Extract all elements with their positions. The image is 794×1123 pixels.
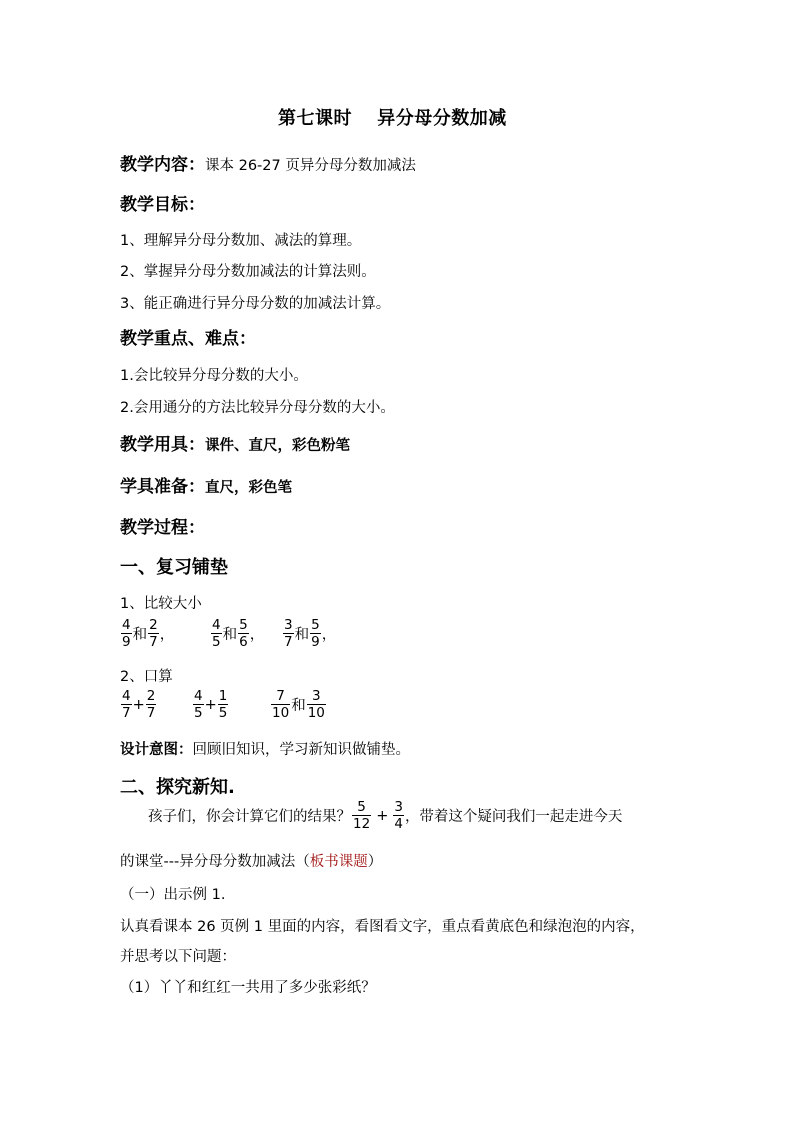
operator: + [376, 807, 389, 824]
compare-pair [210, 618, 264, 649]
intro-text: ，带着这个疑问我们一起走进今天 [404, 809, 623, 826]
teaching-tools-value: 课件、直尺，彩色粉笔 [205, 438, 350, 454]
oral-label: 2、口算 [120, 669, 173, 685]
compare-pair [120, 618, 174, 649]
instruction-line: 并思考以下问题： [120, 949, 236, 965]
fraction: $\frac{3}{7}$ [284, 617, 293, 651]
design-intent-label: 设计意图： [120, 742, 193, 758]
section2-title: 二、探究新知. [120, 777, 235, 798]
fraction: $\frac{4}{7}$ [122, 688, 131, 722]
board-title-note: 板书课题 [309, 854, 368, 870]
fraction: $\frac{4}{9}$ [122, 617, 131, 651]
keypoint-item: 2.会用通分的方法比较异分母分数的大小。 [120, 400, 395, 416]
intro-text: 孩子们，你会计算它们的结果？ [148, 809, 351, 826]
comma: ， [321, 627, 337, 644]
intro-text: ） [367, 854, 383, 870]
instruction-line: 认真看课本 26 页例 1 里面的内容，看图看文字，重点看黄底色和绿泡泡的内容， [120, 919, 645, 935]
comma: ， [159, 627, 175, 644]
fraction: $\frac{3}{4}$ [394, 799, 403, 833]
process-heading: 教学过程： [120, 518, 205, 538]
section1-title: 一、复习铺垫 [120, 557, 228, 578]
fraction: $\frac{1}{5}$ [218, 688, 228, 722]
intro-text: 的课堂---异分母分数加减法（ [120, 854, 310, 870]
compare-label: 1、比较大小 [120, 596, 202, 612]
fraction: $\frac{3}{10}$ [307, 688, 325, 722]
student-prep [120, 472, 292, 497]
operator: + [132, 696, 145, 713]
teaching-tools-label: 教学用具： [120, 435, 205, 455]
fraction: $\frac{5}{9}$ [311, 617, 320, 651]
student-prep-value: 直尺，彩色笔 [205, 480, 292, 496]
oral-item [192, 689, 229, 720]
teaching-tools [120, 430, 350, 455]
oral-item [270, 689, 327, 720]
fraction: $\frac{7}{10}$ [272, 688, 290, 722]
question-item: （1）丫丫和红红一共用了多少张彩纸？ [120, 980, 376, 996]
objective-item: 3、能正确进行异分母分数的加减法计算。 [120, 296, 391, 312]
fraction: $\frac{5}{12}$ [353, 799, 371, 833]
operator: 和 [291, 698, 306, 715]
keypoints-heading: 教学重点、难点： [120, 329, 256, 349]
teaching-content [120, 150, 416, 175]
and-word: 和 [132, 627, 148, 644]
example-label: （一）出示例 1. [120, 887, 226, 903]
compare-pair [282, 618, 336, 649]
design-intent-value: 回顾旧知识，学习新知识做铺垫。 [192, 742, 410, 758]
student-prep-label: 学具准备： [120, 477, 205, 497]
and-word: 和 [222, 627, 238, 644]
fraction: $\frac{2}{7}$ [146, 688, 156, 722]
oral-item [120, 689, 157, 720]
objective-item: 2、掌握异分母分数加减法的计算法则。 [120, 264, 376, 280]
intro-line-2 [120, 850, 382, 871]
teaching-content-value: 课本 26-27 页异分母分数加减法 [205, 158, 416, 174]
keypoint-item: 1.会比较异分母分数的大小。 [120, 368, 308, 384]
fraction: $\frac{5}{6}$ [239, 617, 248, 651]
and-word: 和 [294, 627, 310, 644]
comma: ， [249, 627, 265, 644]
page-title: 第七课时 异分母分数加减 [278, 108, 507, 129]
operator: + [204, 696, 217, 713]
fraction: $\frac{4}{5}$ [194, 688, 203, 722]
fraction: $\frac{2}{7}$ [149, 617, 158, 651]
teaching-content-label: 教学内容： [120, 155, 205, 175]
design-intent [120, 738, 410, 759]
objectives-heading: 教学目标： [120, 195, 205, 215]
objective-item: 1、理解异分母分数加、减法的算理。 [120, 233, 362, 249]
intro-line-1 [148, 800, 622, 831]
fraction: $\frac{4}{5}$ [212, 617, 221, 651]
